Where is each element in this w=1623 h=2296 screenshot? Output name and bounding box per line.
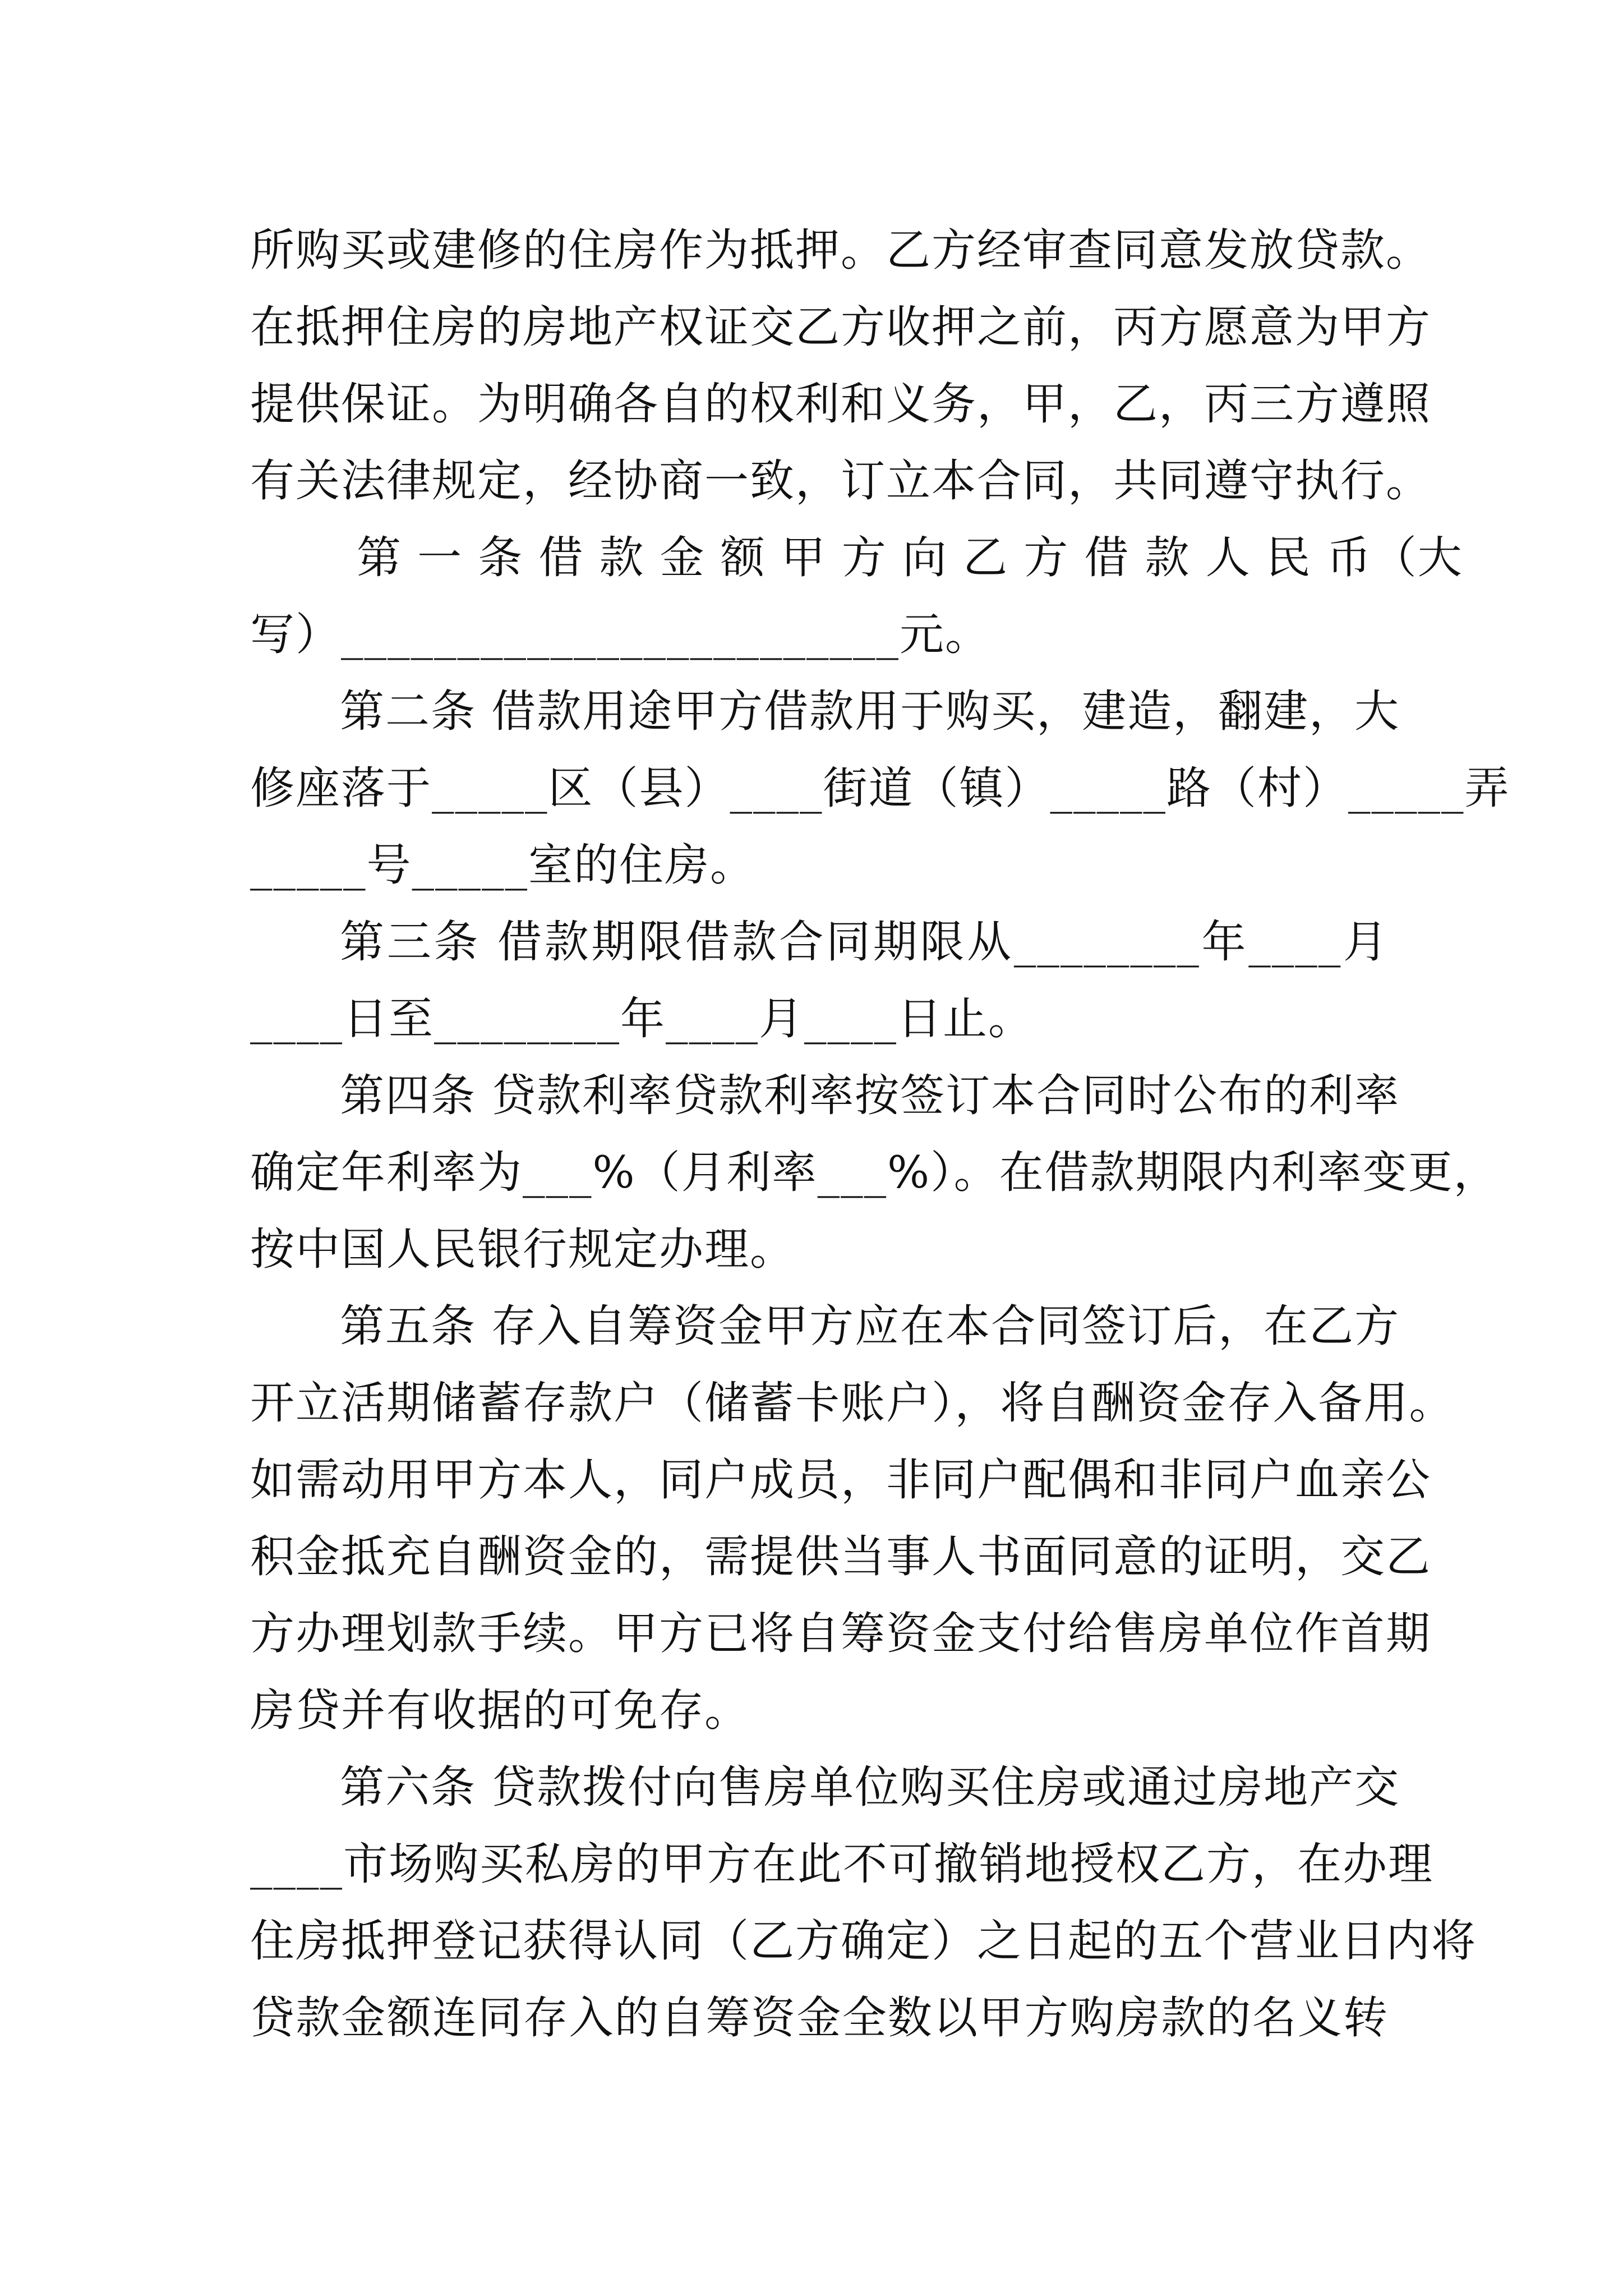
article-1-heading: 第 一 条 借 款 金 额 甲 方 向 乙 方 借 款 人 民 币（大 [357, 532, 1463, 583]
article-4-heading: 第四条 贷款利率贷款利率按签订本合同时公布的利率 [340, 1070, 1400, 1121]
article-5-heading: 第五条 存入自筹资金甲方应在本合同签订后，在乙方 [340, 1300, 1400, 1352]
article-2-heading: 第二条 借款用途甲方借款用于购买，建造，翻建，大 [340, 685, 1400, 737]
text-line: 修座落于_____区（县）____街道（镇）_____路（村）_____弄 [250, 762, 1510, 814]
text-line: 方办理划款手续。甲方已将自筹资金支付给售房单位作首期 [250, 1608, 1431, 1659]
text-line: 在抵押住房的房地产权证交乙方收押之前，丙方愿意为甲方 [250, 301, 1431, 353]
text-line: 房贷并有收据的可免存。 [250, 1685, 750, 1736]
text-line: ____市场购买私房的甲方在此不可撤销地授权乙方，在办理 [250, 1838, 1433, 1890]
article-3-heading: 第三条 借款期限借款合同期限从________年____月 [340, 916, 1389, 968]
text-line: _____号_____室的住房。 [250, 839, 755, 891]
text-line: ____日至________年____月____日止。 [250, 993, 1034, 1045]
text-line: 写）________________________元。 [250, 609, 990, 660]
article-6-heading: 第六条 贷款拨付向售房单位购买住房或通过房地产交 [340, 1761, 1400, 1813]
text-line: 开立活期储蓄存款户（储蓄卡账户），将自酬资金存入备用。 [250, 1377, 1455, 1429]
document-page [250, 212, 1510, 2056]
text-line: 积金抵充自酬资金的，需提供当事人书面同意的证明，交乙 [250, 1531, 1431, 1582]
text-line: 提供保证。为明确各自的权利和义务，甲，乙，丙三方遵照 [250, 378, 1431, 430]
text-line: 如需动用甲方本人，同户成员，非同户配偶和非同户血亲公 [250, 1454, 1431, 1506]
text-line: 所购买或建修的住房作为抵押。乙方经审查同意发放贷款。 [250, 224, 1431, 276]
text-line: 贷款金额连同存入的自筹资金全数以甲方购房款的名义转 [250, 1992, 1389, 2044]
text-line: 确定年利率为___%（月利率___%）。在借款期限内利率变更， [250, 1147, 1499, 1198]
text-line: 有关法律规定，经协商一致，订立本合同，共同遵守执行。 [250, 455, 1431, 507]
text-line: 住房抵押登记获得认同（乙方确定）之日起的五个营业日内将 [250, 1915, 1477, 1967]
text-line: 按中国人民银行规定办理。 [250, 1223, 795, 1275]
